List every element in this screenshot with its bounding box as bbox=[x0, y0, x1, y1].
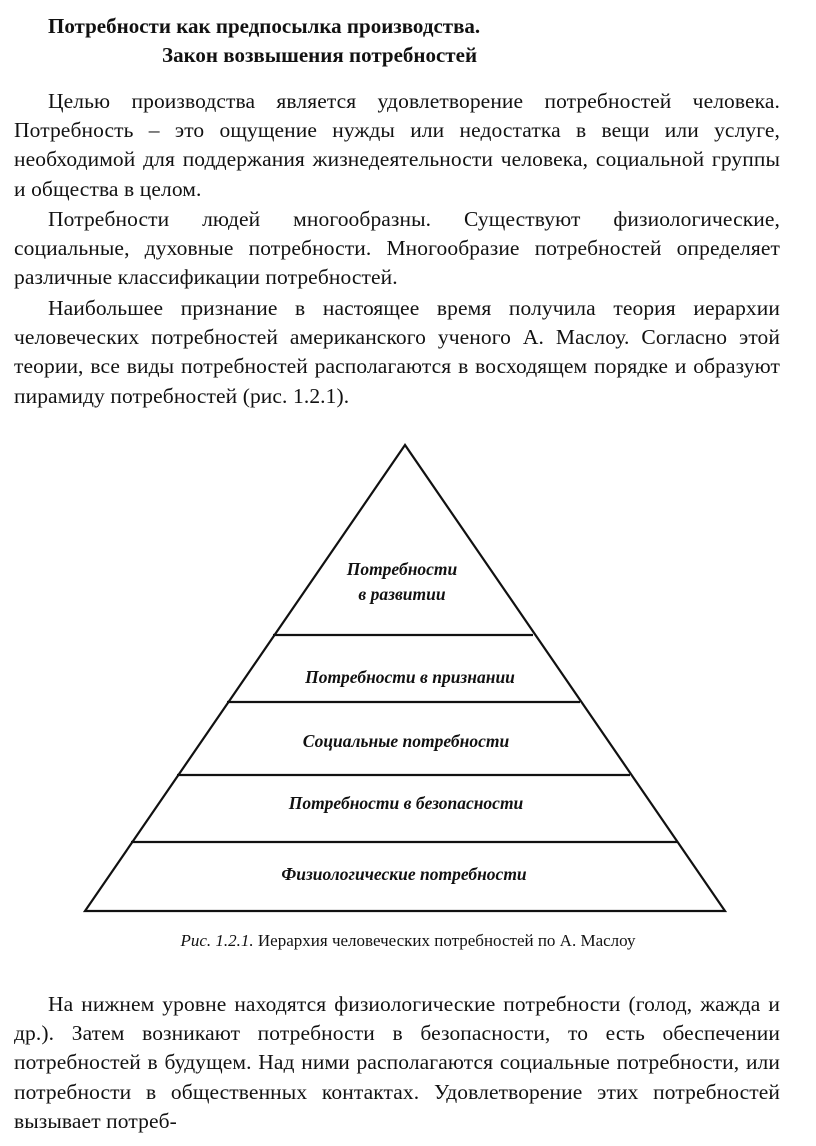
figure-caption-text: Иерархия человеческих потребностей по А. Маслоу bbox=[257, 931, 636, 950]
paragraph-2: Потребности людей многообразны. Существуют физиологические, социальные, духовные потребности. Многообразие потребностей определяет различные классификации потребностей. bbox=[14, 207, 780, 290]
paragraph-1: Целью производства является удовлетворение потребностей человека. Потребность – это ощущение нужды или недостатка в вещи или услуге, необходимой для поддержания жизнедеятельности человека, социальной группы и общества в целом. bbox=[14, 89, 780, 201]
pyramid-level-recognition: Потребности в признании bbox=[305, 667, 515, 687]
pyramid-level-development-line1: Потребности bbox=[346, 559, 458, 579]
figure-caption bbox=[0, 931, 816, 951]
pyramid-level-social: Социальные потребности bbox=[302, 731, 510, 751]
maslow-pyramid-figure bbox=[0, 430, 816, 925]
heading-line-2: Закон возвышения потребностей bbox=[162, 43, 478, 67]
paragraph-3: Наибольшее признание в настоящее время получила теория иерархии человеческих потребностей американского ученого А. Маслоу. Согласно этой теории, все виды потребностей располагаются в восходящем порядке и образуют пирамиду потребностей (рис. 1.2.1). bbox=[14, 296, 780, 408]
pyramid-level-development-line2: в развитии bbox=[358, 584, 446, 604]
pyramid-level-safety: Потребности в безопасности bbox=[288, 793, 524, 813]
heading-line-1: Потребности как предпосылка производства. bbox=[48, 14, 481, 38]
paragraph-4: На нижнем уровне находятся физиологические потребности (голод, жажда и др.). Затем возникают потребности в безопасности, то есть обеспечении потребностей в будущем. Над ними располагаются социальные потребности, или потребности в общественных контактах. Удовлетворение этих потребностей вызывает потреб- bbox=[14, 992, 780, 1133]
figure-number: Рис. 1.2.1. bbox=[180, 931, 254, 950]
pyramid-level-physiological: Физиологические потребности bbox=[281, 864, 527, 884]
